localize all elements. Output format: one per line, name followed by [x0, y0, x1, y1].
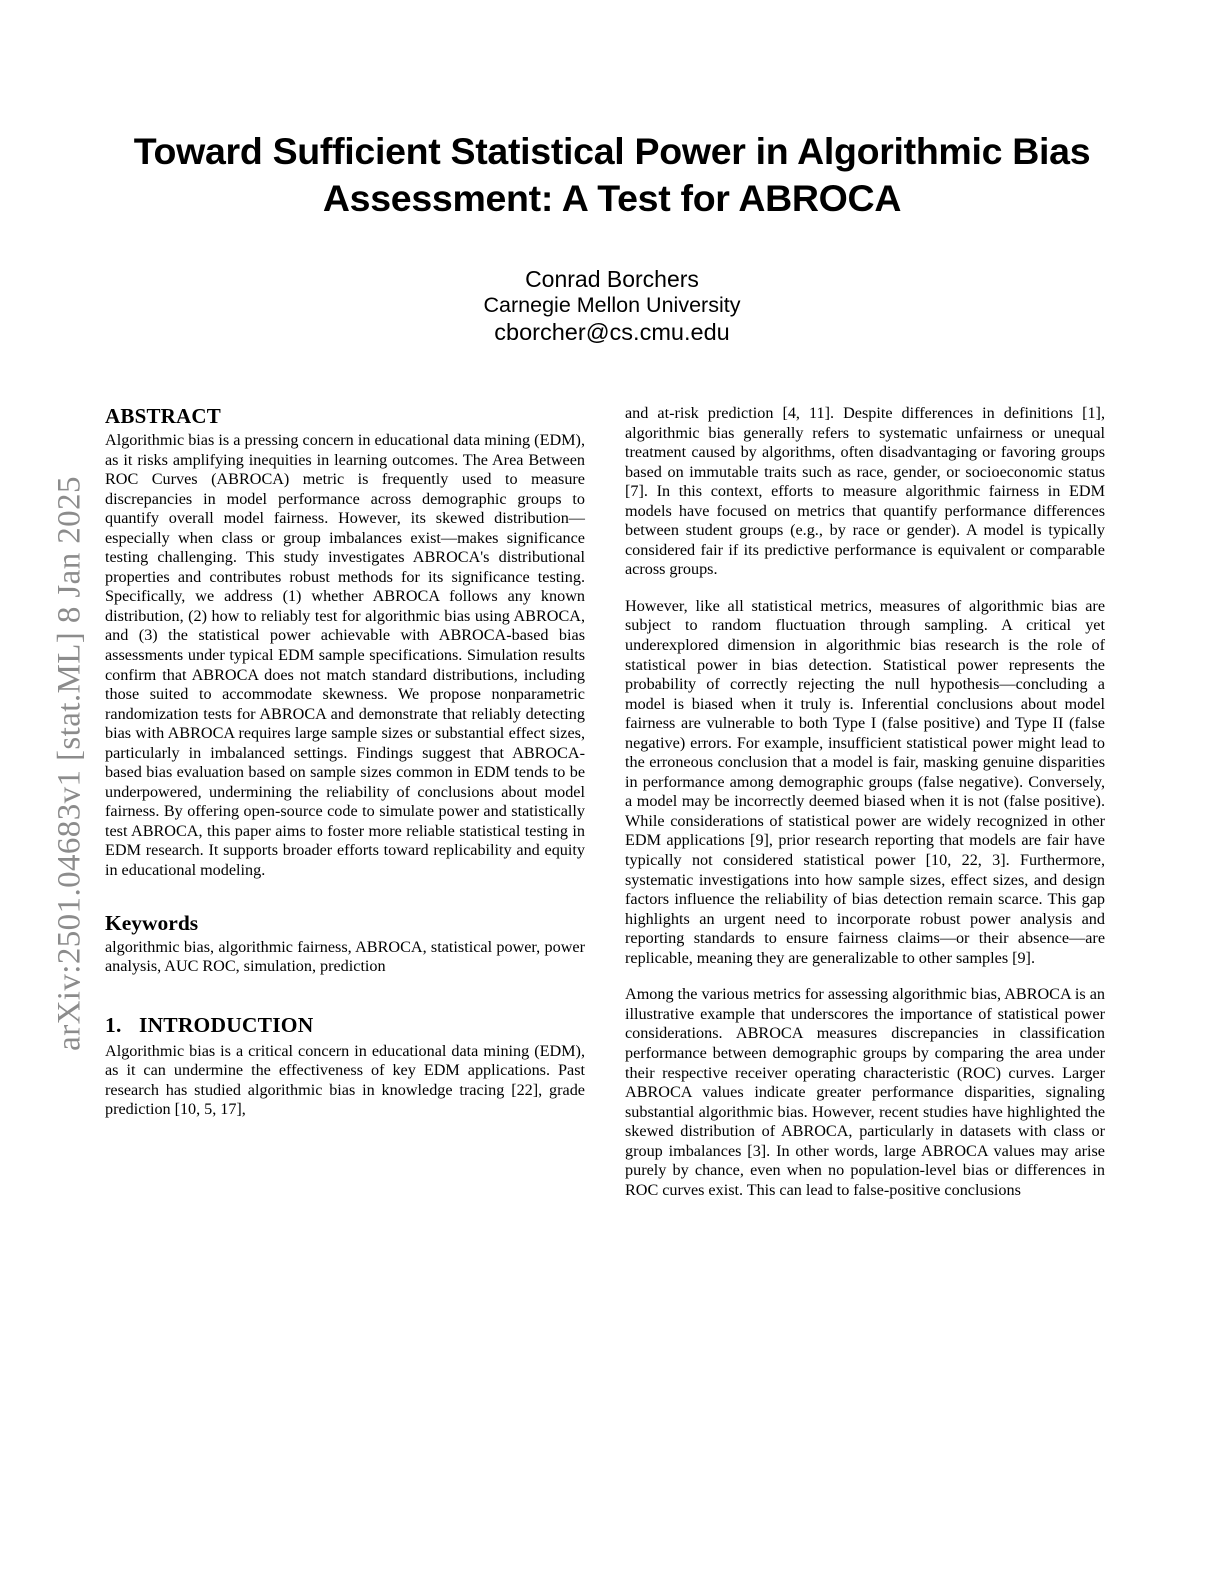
spacer [105, 881, 585, 911]
author-affiliation: Carnegie Mellon University [483, 293, 741, 317]
section-number: 1. [105, 1012, 122, 1037]
section-title: INTRODUCTION [139, 1012, 314, 1037]
title-block [100, 128, 1124, 222]
intro-paragraph-2: However, like all statistical metrics, measures of algorithmic bias are subject to random fluctuation through sampling. A critical yet underexplored dimension in algorithmic bias research is the role of statistical power in bias detection. Statistical power represents the probability of correctly rejecting the null hypothesis—concluding a model is biased when it truly is. Inferential conclusions about model fairness are vulnerable to both Type I (false positive) and Type II (false negative) errors. For example, insufficient statistical power might lead to the erroneous conclusion that a model is fair, masking genuine disparities in performance among demographic groups (false negative). Conversely, a model may be incorrectly deemed biased when it is not (false positive). While considerations of statistical power are widely recognized in other EDM applications [9], prior research reporting that models are fair have typically not considered statistical power [10, 22, 3]. Furthermore, systematic investigations into how sample sizes, effect sizes, and design factors influence the reliability of bias detection remain scarce. This gap highlights an urgent need to incorporate robust power analysis and reporting standards to ensure fairness claims—or their absence—are replicable, meaning they are generalizable to other samples [9]. [625, 596, 1105, 967]
intro-paragraph-1-right: and at-risk prediction [4, 11]. Despite differences in definitions [1], algorithmic bias generally refers to systematic unfairness or unequal treatment caused by algorithms, often disadvantaging or favoring groups based on immutable traits such as race, gender, or socioeconomic status [7]. In this context, efforts to measure algorithmic fairness in EDM models have focused on metrics that quantify performance differences between student groups (e.g., by race or gender). A model is typically considered fair if its predictive performance is equivalent or comparable across groups. [625, 404, 1105, 579]
intro-paragraph-1-left: Algorithmic bias is a critical concern in educational data mining (EDM), as it can undermine the effectiveness of key EDM applications. Past research has studied algorithmic bias in knowledge tracing [22], grade prediction [10, 5, 17], [105, 1041, 585, 1119]
arxiv-stamp [0, 0, 100, 1584]
arxiv-stamp-text: arXiv:2501.04683v1 [stat.ML] 8 Jan 2025 [51, 476, 88, 1051]
body-columns [105, 404, 1119, 1464]
author-name: Conrad Borchers [525, 266, 699, 292]
column-left [105, 404, 585, 1464]
intro-paragraph-3: Among the various metrics for assessing algorithmic bias, ABROCA is an illustrative example that underscores the importance of statistical power considerations. ABROCA measures discrepancies in classification performance between demographic groups by comparing the area under their respective receiver operating characteristic (ROC) curves. Larger ABROCA values indicate greater performance disparities, signaling substantial algorithmic bias. However, recent studies have highlighted the skewed distribution of ABROCA, particularly in datasets with class or group imbalances [3]. In other words, large ABROCA values may arise purely by chance, even when no population-level bias or differences in ROC curves exist. This can lead to false-positive conclusions [625, 985, 1105, 1199]
abstract-heading: ABSTRACT [105, 404, 221, 428]
column-right [625, 404, 1105, 1464]
abstract-text: Algorithmic bias is a pressing concern in educational data mining (EDM), as it risks amplifying inequities in learning outcomes. The Area Between ROC Curves (ABROCA) metric is frequently used to measure discrepancies in model performance across demographic groups to quantify overall model fairness. However, its skewed distribution—especially when class or group imbalances exist—makes significance testing challenging. This study investigates ABROCA's distributional properties and contributes robust methods for its significance testing. Specifically, we address (1) whether ABROCA follows any known distribution, (2) how to reliably test for algorithmic bias using ABROCA, and (3) the statistical power achievable with ABROCA-based bias assessments under typical EDM sample specifications. Simulation results confirm that ABROCA does not match standard distributions, including those suited to accommodate skewness. We propose nonparametric randomization tests for ABROCA and demonstrate that reliably detecting bias with ABROCA requires large sample sizes or substantial effect sizes, particularly in imbalanced settings. Findings suggest that ABROCA-based bias evaluation based on sample sizes common in EDM tends to be underpowered, undermining the reliability of conclusions about model fairness. By offering open-source code to simulate power and statistically test ABROCA, this paper aims to foster more reliable statistical testing in EDM research. It supports broader efforts toward replicability and equity in educational modeling. [105, 431, 585, 880]
spacer [105, 977, 585, 1013]
introduction-heading [105, 1013, 585, 1037]
page-title: Toward Sufficient Statistical Power in Algorithmic Bias Assessment: A Test for ABROCA [133, 130, 1091, 219]
author-email: cborcher@cs.cmu.edu [494, 319, 730, 345]
keywords-text: algorithmic bias, algorithmic fairness, ABROCA, statistical power, power analysis, AUC ROC, simulation, prediction [105, 937, 585, 976]
keywords-heading: Keywords [105, 910, 199, 935]
author-block [100, 266, 1124, 346]
